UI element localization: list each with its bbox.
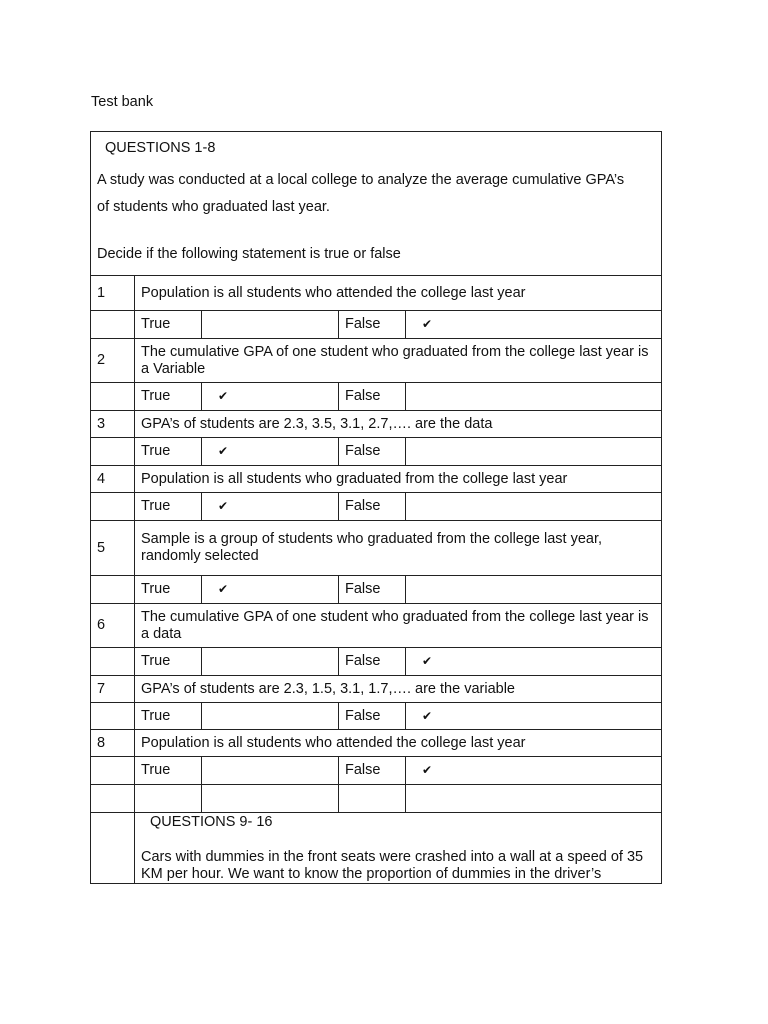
false-label: False [339, 576, 406, 604]
check-icon: ✔ [218, 499, 229, 513]
true-label: True [135, 438, 202, 466]
false-mark-cell[interactable] [406, 757, 662, 785]
true-label: True [135, 576, 202, 604]
answer-spacer [91, 311, 135, 339]
question-text: GPA’s of students are 2.3, 3.5, 3.1, 2.7,…. are the data [135, 411, 662, 438]
true-mark-cell[interactable] [202, 703, 339, 730]
section2-number-cell [91, 813, 135, 884]
section2-intro-row [91, 813, 662, 884]
answer-spacer [91, 703, 135, 730]
true-mark-cell[interactable] [202, 757, 339, 785]
answer-row [91, 493, 662, 521]
false-mark-cell[interactable] [406, 438, 662, 466]
question-row [91, 521, 662, 576]
true-mark-cell[interactable] [202, 438, 339, 466]
false-label: False [339, 493, 406, 521]
question-text: Population is all students who graduated from the college last year [135, 466, 662, 493]
section1-instruction: Decide if the following statement is true or false [97, 245, 401, 262]
answer-row [91, 576, 662, 604]
question-text: Population is all students who attended the college last year [135, 276, 662, 311]
false-label: False [339, 383, 406, 411]
question-text: GPA’s of students are 2.3, 1.5, 3.1, 1.7,…. are the variable [135, 676, 662, 703]
check-icon: ✔ [422, 763, 433, 777]
question-row [91, 466, 662, 493]
true-label: True [135, 648, 202, 676]
section2-heading: QUESTIONS 9- 16 [150, 813, 273, 830]
false-mark-cell[interactable] [406, 576, 662, 604]
true-label: True [135, 493, 202, 521]
section1-intro-cell [91, 132, 662, 276]
question-number: 4 [91, 466, 135, 493]
answer-spacer [91, 493, 135, 521]
question-row [91, 676, 662, 703]
answer-row [91, 757, 662, 785]
section1-heading: QUESTIONS 1-8 [105, 139, 216, 156]
question-number: 2 [91, 339, 135, 383]
answer-row [91, 648, 662, 676]
true-label: True [135, 757, 202, 785]
section2-intro: Cars with dummies in the front seats were crashed into a wall at a speed of 35 KM per hour. We want to know the proportion of dummies in the driver’s [141, 848, 644, 882]
true-mark-cell[interactable] [202, 648, 339, 676]
question-text: Sample is a group of students who graduated from the college last year, randomly selected [135, 521, 662, 576]
page-title: Test bank [91, 94, 154, 110]
question-number: 8 [91, 730, 135, 757]
question-text: Population is all students who attended the college last year [135, 730, 662, 757]
check-icon: ✔ [422, 317, 433, 331]
false-label: False [339, 703, 406, 730]
false-label: False [339, 311, 406, 339]
false-mark-cell[interactable] [406, 703, 662, 730]
question-table-body [91, 132, 662, 884]
question-text: The cumulative GPA of one student who graduated from the college last year is a data [135, 604, 662, 648]
check-icon: ✔ [218, 444, 229, 458]
question-number: 6 [91, 604, 135, 648]
answer-spacer [91, 648, 135, 676]
false-label: False [339, 438, 406, 466]
false-mark-cell[interactable] [406, 648, 662, 676]
true-mark-cell[interactable] [202, 311, 339, 339]
answer-row [91, 383, 662, 411]
true-mark-cell[interactable] [202, 493, 339, 521]
question-table [90, 131, 662, 884]
check-icon: ✔ [422, 708, 433, 723]
true-mark-cell[interactable] [202, 576, 339, 604]
question-row [91, 604, 662, 648]
true-mark-cell[interactable] [202, 383, 339, 411]
false-label: False [339, 648, 406, 676]
answer-row [91, 311, 662, 339]
question-number: 3 [91, 411, 135, 438]
check-icon: ✔ [218, 389, 229, 403]
answer-spacer [91, 383, 135, 411]
answer-spacer [91, 576, 135, 604]
answer-spacer [91, 438, 135, 466]
section2-intro-cell [135, 813, 662, 884]
true-label: True [135, 311, 202, 339]
answer-row [91, 703, 662, 730]
answer-spacer [91, 757, 135, 785]
question-number: 1 [91, 276, 135, 311]
false-label: False [339, 757, 406, 785]
section1-intro-row [91, 132, 662, 276]
true-label: True [135, 383, 202, 411]
false-mark-cell[interactable] [406, 311, 662, 339]
question-text: The cumulative GPA of one student who graduated from the college last year is a Variable [135, 339, 662, 383]
check-icon: ✔ [218, 582, 229, 596]
false-mark-cell[interactable] [406, 383, 662, 411]
question-number: 5 [91, 521, 135, 576]
question-row [91, 276, 662, 311]
question-row [91, 411, 662, 438]
question-row [91, 339, 662, 383]
question-number: 7 [91, 676, 135, 703]
empty-row [91, 785, 662, 813]
section1-intro-line-2: of students who graduated last year. [97, 198, 330, 215]
answer-row [91, 438, 662, 466]
check-icon: ✔ [422, 654, 433, 668]
true-label: True [135, 703, 202, 730]
false-mark-cell[interactable] [406, 493, 662, 521]
question-row [91, 730, 662, 757]
section1-intro-line-1: A study was conducted at a local college to analyze the average cumulative GPA’s [97, 171, 625, 188]
